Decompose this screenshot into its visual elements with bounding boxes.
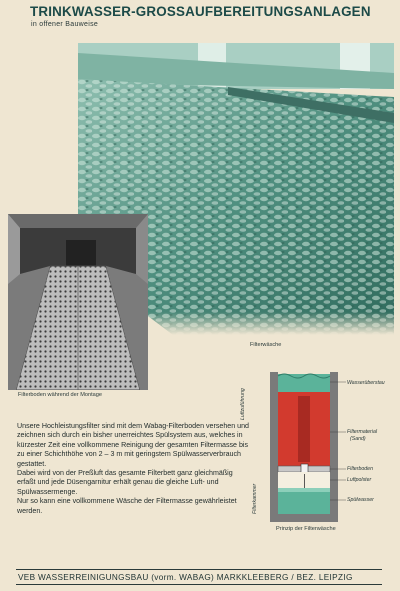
footer-text: VEB WASSERREINIGUNGSBAU (vorm. WABAG) MARKKLEEBERG / BEZ. LEIPZIG [18,573,353,582]
footer-rule-bottom [16,584,382,585]
body-paragraph-2: Dabei wird von der Preßluft das gesamte Filterbett ganz gleichmäßig erfaßt und jede Düsengarnitur erhält genau die gleiche Luft- und Spülwassermenge. [17,469,233,496]
diagram-left-wall [270,372,278,522]
body-paragraph-1: Unsere Hochleistungsfilter sind mit dem Wabag-Filterboden versehen und zeichnen sich durch ein bisher unerreichtes Spülsystem aus, welches in kürzester Zeit eine vollkommene Reinigung der gesamten Filtermasse bis zu einer Schichthöhe von 2 – 3 m mit geringstem Spülwasserverbrauch gestattet. [17,422,249,468]
diagram-right-wall [330,372,338,522]
diagram-bottom-wall [270,514,338,522]
filterfloor-photo [8,214,148,390]
label-spulwasser: Spülwasser [347,497,374,503]
filterfloor-caption: Filterboden während der Montage [18,392,102,398]
filterfloor-image [8,214,148,390]
body-text [17,422,251,516]
filter-diagram-drawing [258,366,348,526]
label-sand: (Sand) [350,436,366,442]
diagram-water-top [278,374,330,392]
footer-rule-top [16,569,382,570]
label-wasseruberstau: Wasserüberstau [347,380,385,386]
page-title: TRINKWASSER-GROSSAUFBEREITUNGSANLAGEN [30,4,371,19]
label-left-top: Luftzuführung [240,388,246,420]
diagram-caption: Prinzip der Filterwäsche [276,526,336,532]
filter-diagram [258,366,348,531]
label-filterboden: Filterboden [347,466,373,472]
body-paragraph-3: Nur so kann eine vollkommene Wäsche der Filtermasse gewährleistet werden. [17,497,237,515]
page-subtitle: in offener Bauweise [31,21,99,28]
label-filtermaterial: Filtermaterial [347,429,377,435]
filterwash-caption: Filterwäsche [250,342,282,348]
label-luftpolster: Luftpolster [347,477,372,483]
diagram-air-cushion [278,472,330,488]
label-left-bottom: Filterkammer [252,483,258,514]
